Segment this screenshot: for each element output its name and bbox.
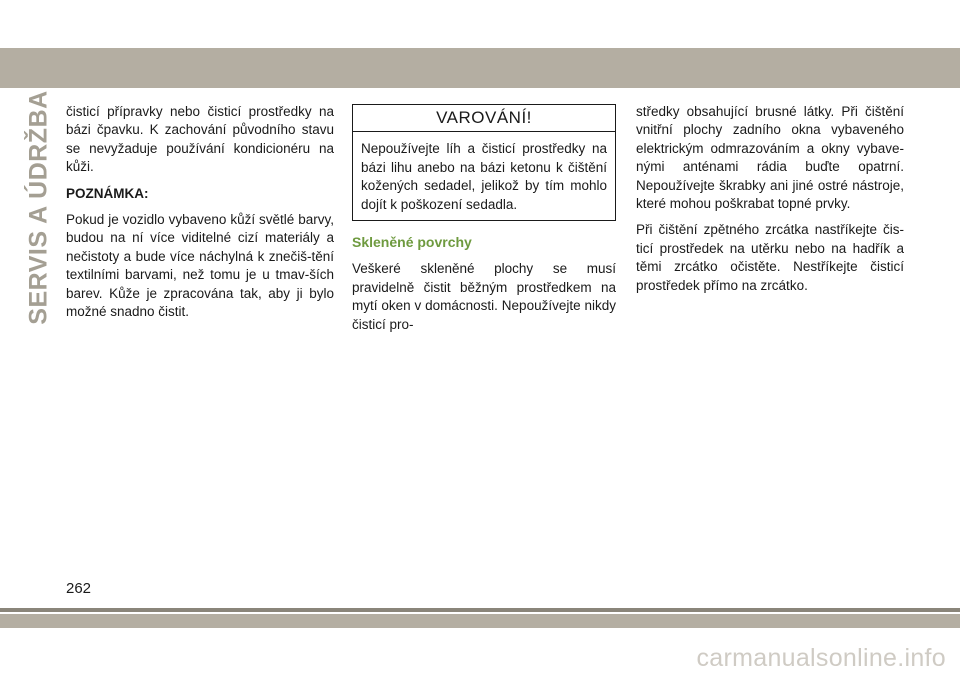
paragraph-mirror: Při čištění zpětného zrcátka nastříkejte čis-ticí prostředek na utěrku nebo na hadřík a těmi zrcátko očistěte. Nestříkejte čisticí prostředek přímo na zrcátko. bbox=[636, 222, 904, 293]
column-middle bbox=[352, 103, 616, 342]
section-heading-glass: Skleněné povrchy bbox=[352, 234, 472, 251]
note-title: POZNÁMKA: bbox=[66, 185, 149, 201]
top-band bbox=[0, 48, 960, 88]
watermark-text: carmanualsonline.info bbox=[696, 644, 946, 672]
paragraph-rear-window: středky obsahující brusné látky. Při čištění vnitřní plochy zadního okna vybaveného elektrickým odmrazováním a okny vybave-nými anténami rádia buďte opatrní. Nepoužívejte škrabky ani jiné ostré nástroje, které mohou poškrabat topné prvky. bbox=[636, 104, 904, 212]
warning-text: Nepoužívejte líh a čisticí prostředky na bázi lihu anebo na bázi ketonu k čištění kožených sedadel, jelikož by tím mohlo dojít k poškození sedadla. bbox=[361, 141, 607, 212]
section-side-tab bbox=[24, 89, 53, 325]
warning-box bbox=[352, 104, 616, 221]
bottom-band bbox=[0, 614, 960, 628]
column-left bbox=[66, 103, 334, 329]
paragraph-cleaning-agents: čisticí přípravky nebo čisticí prostředky na bázi čpavku. K zachování původního stavu se nevyžaduje používání kondicionéru na kůži. bbox=[66, 104, 334, 175]
note-text: Pokud je vozidlo vybaveno kůží světlé barvy, budou na ní více viditelné cizí materiály a nečistoty a bude více náchylná k znečiš-tění textilními barvami, než tomu je u tmav-ších barev. Kůže je zpracována tak, aby ji bylo možné snadno čistit. bbox=[66, 212, 334, 320]
section-side-label: SERVIS A ÚDRŽBA bbox=[24, 89, 53, 325]
bottom-rule bbox=[0, 608, 960, 612]
warning-title: VAROVÁNÍ! bbox=[353, 105, 615, 132]
paragraph-glass-surfaces: Veškeré skleněné plochy se musí pravidelně čistit běžným prostředkem na mytí oken v domácnosti. Nepoužívejte nikdy čisticí pro- bbox=[352, 261, 616, 332]
column-right bbox=[636, 103, 904, 303]
page-number: 262 bbox=[66, 580, 92, 597]
